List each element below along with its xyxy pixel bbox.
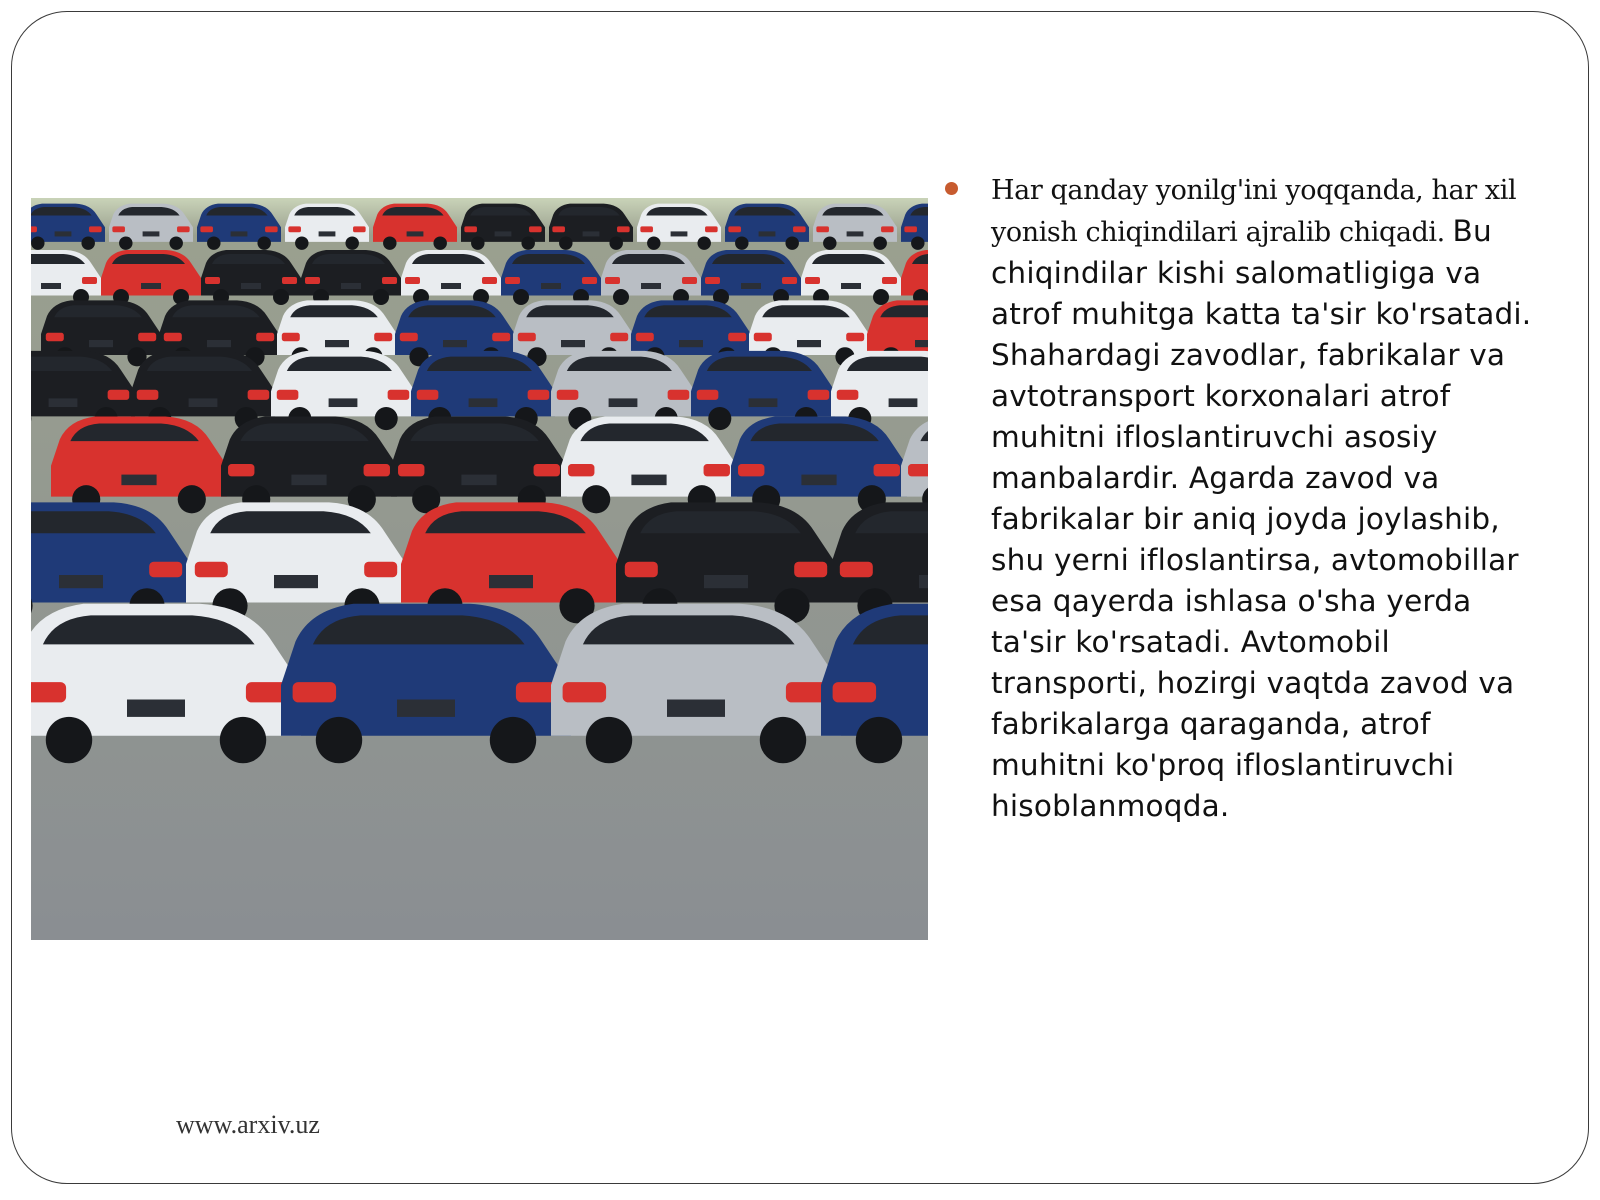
bullet-paragraph (991, 170, 1540, 827)
paragraph-intro: Har qanday yonilg'ini yoqqanda, har xil yonish chiqindilari ajralib chiqadi. (991, 175, 1517, 248)
slide-body (940, 170, 1540, 827)
cars-illustration (31, 198, 928, 940)
parked-cars-photo (31, 198, 928, 940)
car-rows (31, 204, 928, 764)
bullet-icon (945, 182, 958, 195)
footer-website: www.arxiv.uz (176, 1110, 320, 1139)
paragraph-body: Bu chiqindilar kishi salomatligiga va atrof muhitga katta ta'sir ko'rsatadi. Shahardagi zavodlar, fabrikalar va avtotransport korxonalari atrof muhitni ifloslantiruvchi asosiy manbalardir. Agarda zavod va fabrikalar bir aniq joyda joylashib, shu yerni ifloslantirsa, avtomobillar esa qayerda ishlasa o'sha yerda ta'sir ko'rsatadi. Avtomobil transporti, hozirgi vaqtda zavod va fabrikalarga qaraganda, atrof muhitni ko'proq ifloslantiruvchi hisoblanmoqda. (991, 214, 1532, 823)
